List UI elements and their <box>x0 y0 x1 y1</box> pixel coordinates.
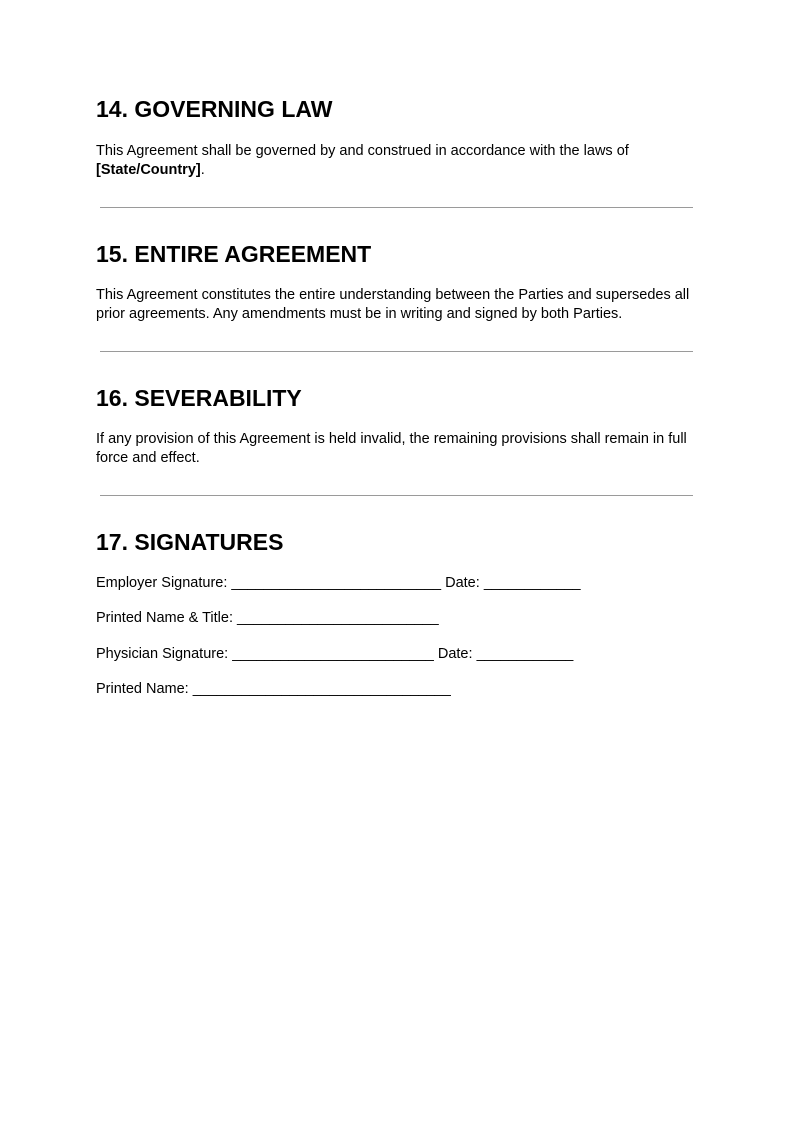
section-16-heading: 16. SEVERABILITY <box>96 385 302 411</box>
physician-signature-row <box>96 644 573 664</box>
printed-name-label: Printed Name: <box>96 681 189 697</box>
divider-2 <box>100 351 693 352</box>
divider-3 <box>100 495 693 496</box>
employer-date-label: Date: <box>445 575 480 591</box>
employer-signature-row <box>96 573 581 593</box>
physician-date-line[interactable]: ____________ <box>476 646 574 662</box>
employer-date-line[interactable]: ____________ <box>483 575 581 591</box>
employer-signature-line[interactable]: __________________________ <box>231 575 442 591</box>
divider-1 <box>100 207 693 208</box>
employer-signature-label: Employer Signature: <box>96 575 228 591</box>
physician-date-label: Date: <box>437 646 473 662</box>
section-14-heading: 14. GOVERNING LAW <box>96 96 333 122</box>
state-country-placeholder: [State/Country] <box>96 162 201 178</box>
section-15-heading: 15. ENTIRE AGREEMENT <box>96 241 372 267</box>
printed-name-line[interactable]: ________________________________ <box>192 681 451 697</box>
printed-name-title-line[interactable]: _________________________ <box>237 610 439 626</box>
governing-law-period: . <box>200 162 205 178</box>
section-14-text <box>96 142 706 180</box>
section-17-heading: 17. SIGNATURES <box>96 529 284 555</box>
physician-signature-line[interactable]: _________________________ <box>232 646 434 662</box>
section-16-text: If any provision of this Agreement is held invalid, the remaining provisions shall remain in full force and effect. <box>96 431 687 466</box>
printed-name-title-label: Printed Name & Title: <box>96 610 233 626</box>
printed-name-title-row <box>96 608 439 628</box>
section-15-text: This Agreement constitutes the entire understanding between the Parties and supersedes all prior agreements. Any amendments must be in writing and signed by both Parties. <box>96 287 690 322</box>
printed-name-row <box>96 679 451 699</box>
governing-law-text: This Agreement shall be governed by and construed in accordance with the laws of <box>96 143 629 159</box>
physician-signature-label: Physician Signature: <box>96 646 229 662</box>
